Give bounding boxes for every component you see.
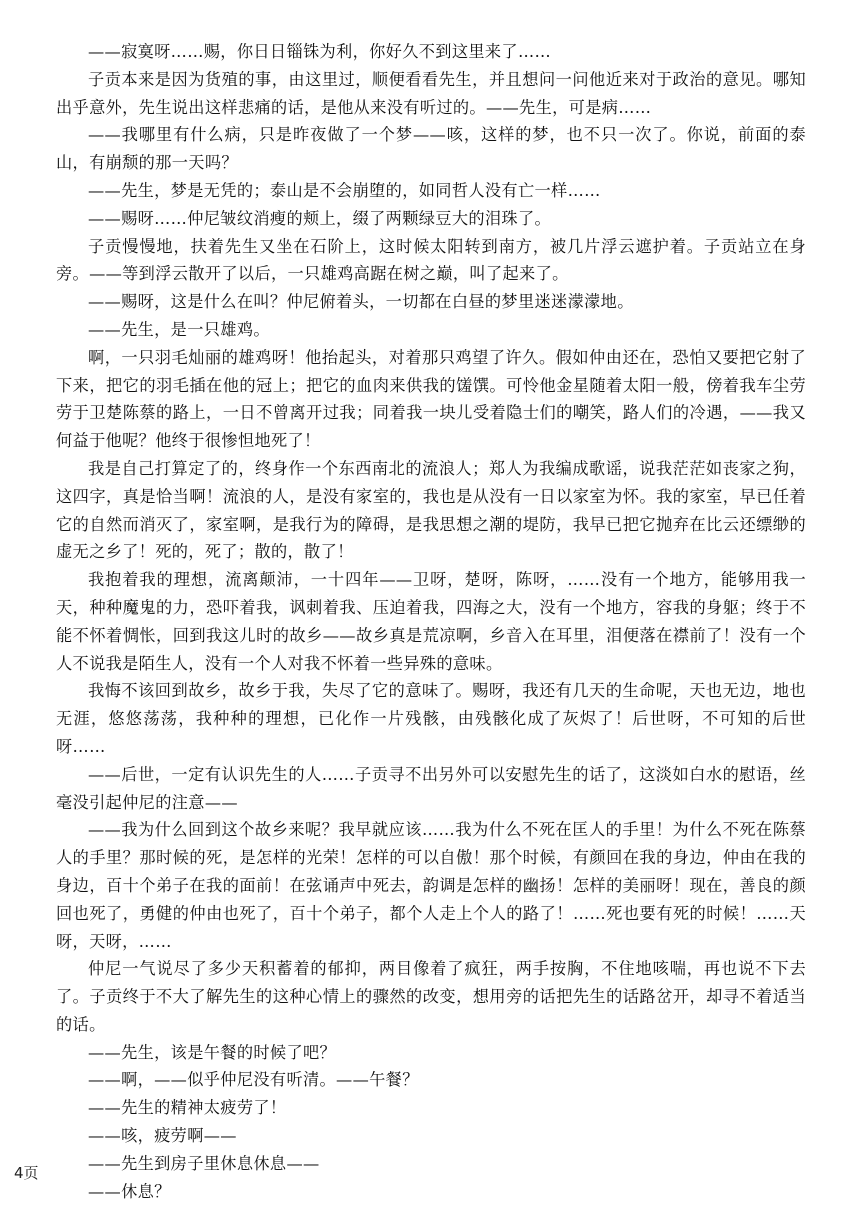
paragraph: 仲尼一气说尽了多少天积蓄着的郁抑，两目像着了疯狂，两手按胸，不住地咳喘，再也说不下去了。子贡终于不大了解先生的这种心情上的骤然的改变，想用旁的话把先生的话路岔开，却寻不着适当的话。 xyxy=(56,959,806,1034)
page-number: 4页 xyxy=(14,1164,39,1182)
paragraph: ——我为什么回到这个故乡来呢？我早就应该……我为什么不死在匡人的手里！为什么不死在陈蔡人的手里？那时候的死，是怎样的光荣！怎样的可以自傲！那个时候，有颜回在我的身边，仲由在我的身边，百十个弟子在我的面前！在弦诵声中死去，韵调是怎样的幽扬！怎样的美丽呀！现在，善良的颜回也死了，勇健的仲由也死了，百十个弟子，都个人走上个人的路了！……死也要有死的时候！……天呀，天呀，…… xyxy=(56,820,806,951)
body-text xyxy=(56,38,806,1205)
paragraph: ——我哪里有什么病，只是昨夜做了一个梦——咳，这样的梦，也不只一次了。你说，前面的泰山，有崩颓的那一天吗？ xyxy=(56,125,806,173)
paragraph: 我抱着我的理想，流离颠沛，一十四年——卫呀，楚呀，陈呀，……没有一个地方，能够用我一天，种种魔鬼的力，恐吓着我，讽刺着我、压迫着我，四海之大，没有一个地方，容我的身躯；终于不能不怀着惆怅，回到我这儿时的故乡——故乡真是荒凉啊，乡音入在耳里，泪便落在襟前了！没有一个人不说我是陌生人，没有一个人对我不怀着一些异殊的意味。 xyxy=(56,570,806,673)
paragraph: 我悔不该回到故乡，故乡于我，失尽了它的意味了。赐呀，我还有几天的生命呢，天也无边，地也无涯，悠悠荡荡，我种种的理想，已化作一片残骸，由残骸化成了灰烬了！后世呀，不可知的后世呀…… xyxy=(56,681,806,756)
paragraph: ——休息？ xyxy=(88,1181,171,1201)
paragraph: ——先生的精神太疲劳了！ xyxy=(88,1098,287,1118)
paragraph: 我是自己打算定了的，终身作一个东西南北的流浪人；郑人为我编成歌谣，说我茫茫如丧家之狗，这四字，真是恰当啊！流浪的人，是没有家室的，我也是从没有一日以家室为怀。我的家室，早已任着它的自然而消灭了，家室啊，是我行为的障碍，是我思想之潮的堤防，我早已把它抛弃在比云还缥缈的虚无之乡了！死的，死了；散的，散了！ xyxy=(56,458,806,562)
paragraph: ——咳，疲劳啊—— xyxy=(88,1126,237,1146)
paragraph: 啊，一只羽毛灿丽的雄鸡呀！他抬起头，对着那只鸡望了许久。假如仲由还在，恐怕又要把它射了下来，把它的羽毛插在他的冠上；把它的血肉来供我的馐馔。可怜他金星随着太阳一般，傍着我车尘劳劳于卫楚陈蔡的路上，一日不曾离开过我；同着我一块儿受着隐士们的嘲笑，路人们的冷遇，——我又何益于他呢？他终于很惨怛地死了！ xyxy=(56,347,806,451)
paragraph: ——赐呀，这是什么在叫？仲尼俯着头，一切都在白昼的梦里迷迷濛濛地。 xyxy=(88,292,634,312)
paragraph: ——先生，该是午餐的时候了吧？ xyxy=(88,1042,337,1062)
paragraph: 子贡本来是因为货殖的事，由这里过，顺便看看先生，并且想问一问他近来对于政治的意见。哪知出乎意外，先生说出这样悲痛的话，是他从来没有听过的。——先生，可是病…… xyxy=(56,69,806,117)
paragraph: ——寂寞呀……赐，你日日锱铢为利，你好久不到这里来了…… xyxy=(88,42,552,61)
paragraph: ——赐呀……仲尼皱纹消瘦的颊上，缀了两颗绿豆大的泪珠了。 xyxy=(88,208,552,228)
paragraph: 子贡慢慢地，扶着先生又坐在石阶上，这时候太阳转到南方，被几片浮云遮护着。子贡站立在身旁。——等到浮云散开了以后，一只雄鸡高踞在树之巅，叫了起来了。 xyxy=(56,236,806,284)
paragraph: ——先生到房子里休息休息—— xyxy=(88,1153,320,1173)
paragraph: ——先生，梦是无凭的；泰山是不会崩堕的，如同哲人没有亡一样…… xyxy=(88,180,601,200)
paragraph: ——后世，一定有认识先生的人……子贡寻不出另外可以安慰先生的话了，这淡如白水的慰语，丝毫没引起仲尼的注意—— xyxy=(56,764,806,812)
paragraph: ——啊，——似乎仲尼没有听清。——午餐？ xyxy=(88,1070,419,1090)
paragraph: ——先生，是一只雄鸡。 xyxy=(88,319,270,339)
